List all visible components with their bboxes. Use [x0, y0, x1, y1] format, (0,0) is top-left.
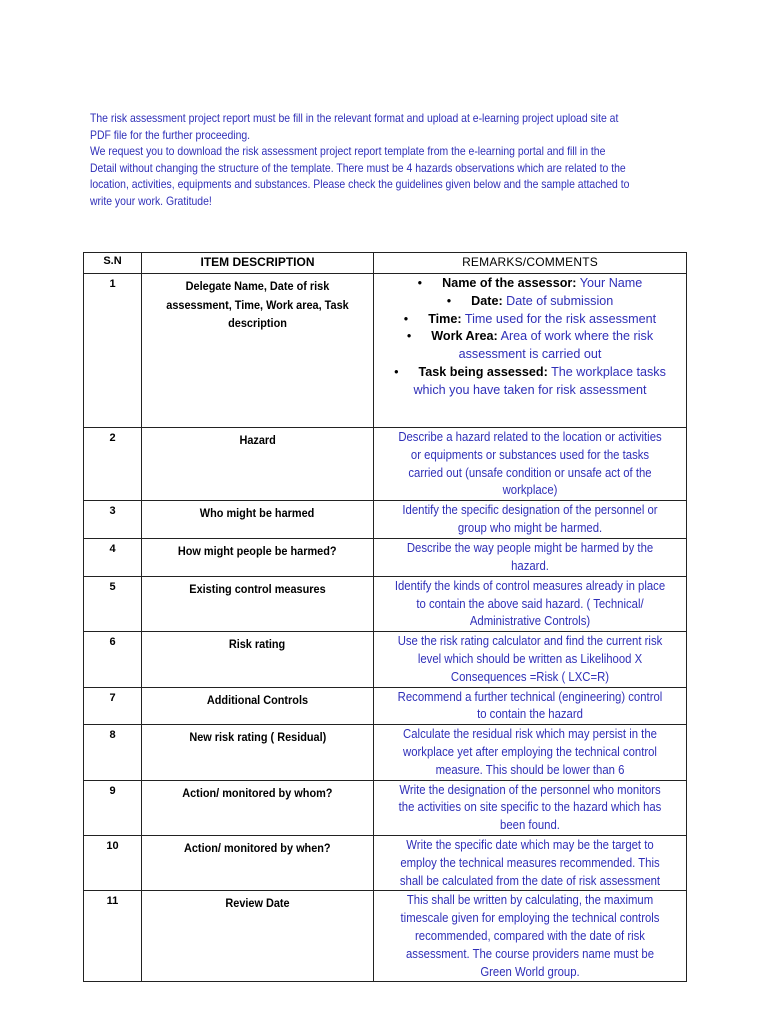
table-row — [84, 835, 687, 890]
remarks-text: Describe the way people might be harmed by the hazard. — [406, 541, 654, 573]
item-description-text: Action/ monitored by whom? — [182, 785, 333, 800]
risk-assessment-table — [83, 252, 687, 982]
item-description — [142, 274, 374, 428]
row-number: 8 — [84, 725, 142, 780]
remarks-cell — [374, 274, 687, 428]
remarks-cell — [374, 891, 687, 982]
item-description-text: Risk rating — [229, 637, 286, 652]
remarks-text: Recommend a further technical (engineering) control to contain the hazard — [397, 689, 663, 722]
remarks-cell — [374, 428, 687, 501]
table-header-row — [84, 253, 687, 274]
row-number: 1 — [84, 274, 142, 428]
bullet-value: Time used for the risk assessment — [464, 311, 657, 326]
item-description-text: How might people be harmed? — [178, 544, 337, 559]
row-number: 4 — [84, 539, 142, 577]
item-description — [142, 632, 374, 687]
remarks-cell — [374, 725, 687, 780]
table-row — [84, 576, 687, 631]
table-row — [84, 780, 687, 835]
bullet-key: Date: — [471, 293, 503, 308]
table-row — [84, 274, 687, 428]
remarks-text: Write the specific date which may be the target to employ the technical measures recommended. This shall be calculated from the date of risk assessment — [399, 837, 661, 888]
item-description — [142, 539, 374, 577]
remarks-cell — [374, 835, 687, 890]
bullet-key: Time: — [428, 311, 462, 326]
bullet-key: Work Area: — [431, 329, 498, 344]
item-description — [142, 428, 374, 501]
table-row — [84, 632, 687, 687]
intro-paragraph-1: The risk assessment project report must be fill in the relevant format and upload at e-learning project upload site at PDF file for the further proceeding. — [90, 112, 619, 142]
bullet-key: Name of the assessor: — [442, 276, 577, 290]
table-row — [84, 891, 687, 982]
bullet-item: • Task being assessed: The workplace tasks which you have taken for risk assessment — [394, 364, 666, 397]
row-number: 11 — [84, 891, 142, 982]
item-description-text: Review Date — [225, 896, 290, 911]
bullet-item: • Date: Date of submission — [446, 293, 614, 308]
item-description — [142, 835, 374, 890]
item-description — [142, 501, 374, 539]
item-description-text: Delegate Name, Date of risk assessment, Time, Work area, Task description — [166, 279, 349, 330]
remarks-cell — [374, 539, 687, 577]
row-number: 2 — [84, 428, 142, 501]
table-row — [84, 687, 687, 725]
bullet-list — [378, 275, 682, 400]
bullet-value: Date of submission — [506, 293, 614, 308]
remarks-text: Identify the specific designation of the personnel or group who might be harmed. — [402, 503, 658, 535]
remarks-text: Use the risk rating calculator and find the current risk level which should be written as Likelihood X Consequences =Risk ( LXC=R) — [397, 634, 663, 684]
bullet-value: Your Name — [579, 276, 643, 290]
table-row — [84, 501, 687, 539]
item-description-text: Additional Controls — [206, 692, 309, 707]
remarks-cell — [374, 632, 687, 687]
bullet-value: The workplace tasks which you have taken for risk assessment — [413, 364, 666, 397]
intro-paragraph-2: We request you to download the risk assessment project report template from the e-learning portal and fill in the Detail without changing the structure of the template. There must be 4 hazards observations which are related to the location, activities, equipments and substances. Please check the guidelines given below and the sample attached to write your work. Gratitude! — [90, 145, 630, 208]
row-number: 9 — [84, 780, 142, 835]
bullet-item: • Time: Time used for the risk assessment — [403, 311, 657, 326]
bullet-key: Task being assessed: — [418, 364, 548, 379]
bullet-item: • Name of the assessor: Your Name — [417, 276, 643, 290]
remarks-cell — [374, 780, 687, 835]
row-number: 3 — [84, 501, 142, 539]
item-description — [142, 891, 374, 982]
header-sn: S.N — [84, 253, 142, 274]
header-remarks: REMARKS/COMMENTS — [374, 253, 687, 274]
item-description — [142, 576, 374, 631]
bullet-item: • Work Area: Area of work where the risk assessment is carried out — [406, 329, 654, 362]
item-description-text: Action/ monitored by when? — [184, 840, 331, 855]
row-number: 10 — [84, 835, 142, 890]
item-description — [142, 725, 374, 780]
item-description-text: Hazard — [239, 433, 276, 447]
remarks-text: Identify the kinds of control measures already in place to contain the above said hazard. ( Technical/ Administrative Controls) — [394, 578, 666, 629]
remarks-text: Describe a hazard related to the location or activities or equipments or substances used for the tasks carried out (unsafe condition or unsafe act of the workplace) — [398, 430, 662, 498]
table-row — [84, 539, 687, 577]
remarks-cell — [374, 687, 687, 725]
table-row — [84, 428, 687, 501]
table-row — [84, 725, 687, 780]
remarks-text: Write the designation of the personnel who monitors the activities on site specific to the hazard which has been found. — [398, 782, 662, 833]
row-number: 7 — [84, 687, 142, 725]
row-number: 5 — [84, 576, 142, 631]
remarks-text: This shall be written by calculating, the maximum timescale given for employing the technical controls recommended, compared with the date of risk assessment. The course providers name must be Green World group. — [400, 893, 660, 979]
item-description — [142, 780, 374, 835]
row-number: 6 — [84, 632, 142, 687]
item-description-text: Who might be harmed — [200, 506, 315, 521]
remarks-cell — [374, 501, 687, 539]
header-item-description: ITEM DESCRIPTION — [142, 253, 374, 274]
item-description-text: Existing control measures — [189, 581, 326, 596]
item-description-text: New risk rating ( Residual) — [189, 730, 326, 745]
intro-text — [90, 111, 630, 211]
item-description — [142, 687, 374, 725]
remarks-cell — [374, 576, 687, 631]
remarks-text: Calculate the residual risk which may persist in the workplace yet after employing the technical control measure. This should be lower than 6 — [403, 727, 657, 777]
bullet-value: Area of work where the risk assessment is carried out — [458, 329, 654, 362]
